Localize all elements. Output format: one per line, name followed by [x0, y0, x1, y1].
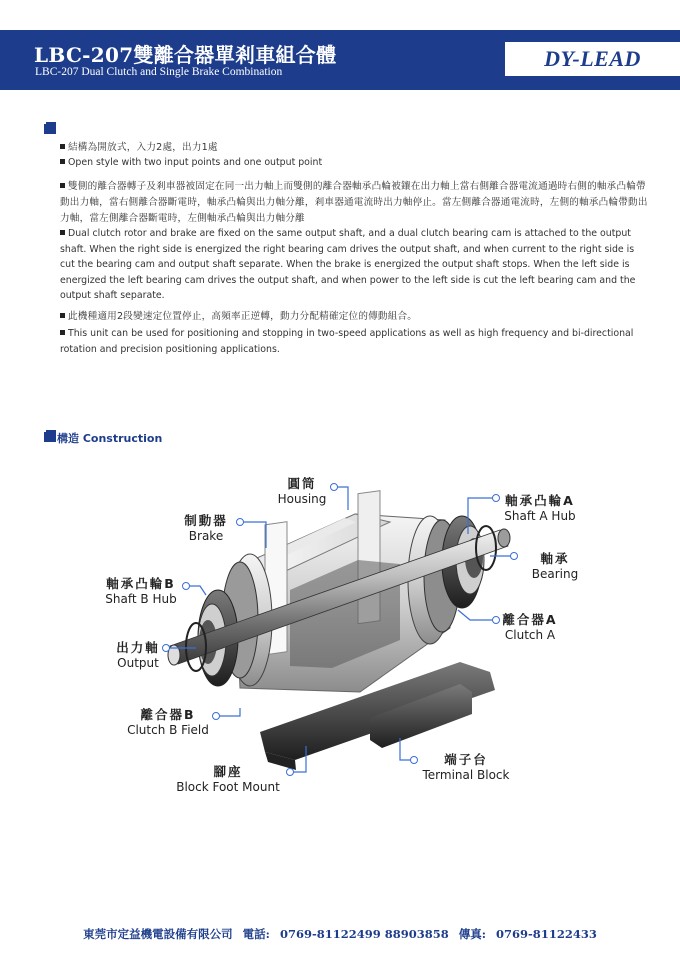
construction-title-zh: 構造 — [57, 432, 79, 445]
clutch-a-drawing — [408, 516, 484, 644]
section-marker-icon — [44, 122, 56, 134]
callout-dot — [492, 494, 500, 502]
description-en-2: Dual clutch rotor and brake are fixed on the same output shaft, and a dual clutch bearing cam is attached to the output shaft. When the right side is energized the right bearing cam drives the output shaft, and when current to the right side is cut the bearing cam and output shaft separate. When the brake is energized the output shaft stops. When the left side is energized the left bearing cam drives the output shaft, and when power to the left side is cut the left bearing cam and the output shaft separate. — [60, 228, 636, 301]
page-title: LBC-207雙離合器單剎車組合體 — [34, 43, 337, 67]
bullet-icon — [60, 144, 65, 149]
construction-title-en: Construction — [82, 432, 163, 445]
callout-dot — [182, 582, 190, 590]
label-output: 出力軸 Output — [116, 640, 160, 670]
description-zh-1: 結構為開放式，入力2處，出力1處 — [60, 140, 650, 156]
construction-title — [57, 430, 162, 446]
description-en-3: This unit can be used for positioning and stopping in two-speed applications as well as high frequency and bi-directional rotation and precision positioning applications. — [60, 328, 634, 355]
bullet-icon — [60, 230, 65, 235]
bullet-icon — [60, 313, 65, 318]
label-shaft-b-hub: 軸承凸輪B Shaft B Hub — [105, 576, 177, 606]
footer-fax: 0769-81122433 — [496, 927, 597, 941]
description-zh-3: 此機種適用2段變速定位置停止，高頻率正逆轉，動力分配精確定位的傳動組合。 — [60, 309, 650, 325]
label-housing: 圓筒 Housing — [277, 476, 327, 506]
bullet-icon — [60, 183, 65, 188]
description-zh-2: 雙側的離合器轉子及剎車器被固定在同一出力軸上而雙側的離合器軸承凸輪被鑲在出力軸上當右側離合器電流通過時右側的軸承凸輪帶動出力軸，當右側離合器斷電時，軸承凸輪與出力軸分離，剎車器通電流時出力軸停止。當左側離合器通電流時，左側的軸承凸輪帶動出力軸，當左側離合器斷電時，左側軸承凸輪與出力軸分離 — [60, 181, 648, 224]
label-clutch-b-field: 離合器B Clutch B Field — [127, 707, 209, 737]
brand-box — [505, 42, 680, 76]
footer-phone-label: 電話: — [242, 927, 270, 941]
brand-logo: DY-LEAD — [544, 46, 641, 71]
description-en-1: Open style with two input points and one output point — [60, 155, 650, 171]
page-subtitle: LBC-207 Dual Clutch and Single Brake Combination — [35, 66, 283, 78]
bullet-icon — [60, 330, 65, 335]
bullet-icon — [60, 159, 65, 164]
label-bearing: 軸承 Bearing — [531, 551, 579, 581]
footer-contact — [0, 926, 680, 942]
label-clutch-a: 離合器A Clutch A — [502, 612, 558, 642]
label-brake: 制動器 Brake — [184, 513, 228, 543]
label-shaft-a-hub: 軸承凸輪A Shaft A Hub — [504, 493, 576, 523]
callout-dot — [492, 616, 500, 624]
callout-dot — [410, 756, 418, 764]
label-terminal-block: 端子台 Terminal Block — [422, 752, 510, 782]
footer-company: 東莞市定益機電設備有限公司 — [83, 927, 233, 941]
callout-dot — [236, 518, 244, 526]
footer-fax-label: 傳真: — [458, 927, 487, 941]
footer-phone: 0769-81122499 88903858 — [279, 927, 449, 941]
label-block-foot-mount: 腳座 Block Foot Mount — [176, 764, 280, 794]
construction-marker-icon — [44, 430, 56, 442]
callout-dot — [510, 552, 518, 560]
callout-dot — [286, 768, 294, 776]
